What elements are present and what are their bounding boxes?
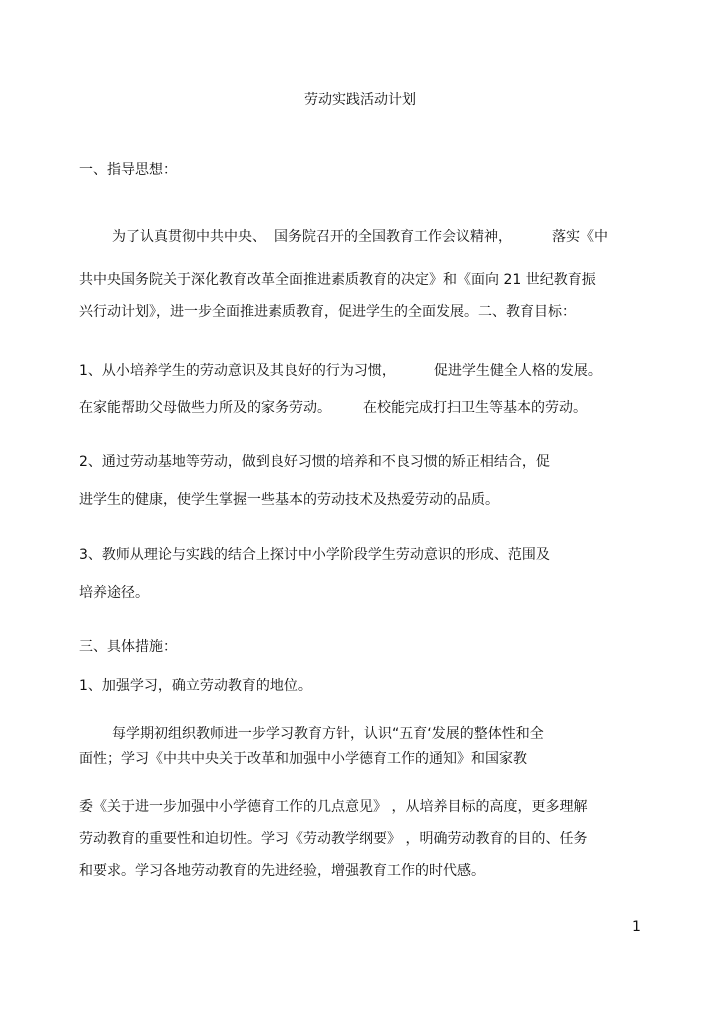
paragraph-line: 每学期初组织教师进一步学习教育方针，认识“五育‘发展的整体性和全 bbox=[112, 726, 544, 742]
section-heading-guiding-ideology: 一、指导思想： bbox=[79, 162, 177, 178]
section-heading-specific-measures: 三、具体措施： bbox=[79, 639, 177, 655]
paragraph-line bbox=[112, 227, 608, 247]
text-segment: 在校能完成打扫卫生等基本的劳动。 bbox=[363, 400, 587, 416]
text-segment: 国务院召开的全国教育工作会议精神， bbox=[274, 229, 512, 245]
paragraph-line: 兴行动计划》，进一步全面推进素质教育，促进学生的全面发展。二、教育目标： bbox=[79, 304, 576, 320]
text-segment: 为了认真贯彻中共中央、 bbox=[112, 229, 266, 245]
paragraph-line bbox=[79, 398, 587, 418]
text-segment: 在家能帮助父母做些力所及的家务劳动。 bbox=[79, 400, 331, 416]
paragraph-line: 面性；学习《中共中央关于改革和加强中小学德育工作的通知》和国家教 bbox=[79, 751, 527, 767]
paragraph-line: 委《关于进一步加强中小学德育工作的几点意见》 ，从培养目标的高度，更多理解 bbox=[79, 799, 588, 815]
page-number: 1 bbox=[632, 919, 641, 935]
paragraph-line: 和要求。学习各地劳动教育的先进经验，增强教育工作的时代感。 bbox=[79, 863, 485, 879]
paragraph-line: 3、教师从理论与实践的结合上探讨中小学阶段学生劳动意识的形成、范围及 bbox=[79, 547, 550, 563]
text-segment: 落实《中 bbox=[552, 229, 608, 245]
paragraph-line: 培养途径。 bbox=[79, 585, 149, 601]
paragraph-line: 进学生的健康，使学生掌握一些基本的劳动技术及热爱劳动的品质。 bbox=[79, 492, 499, 508]
paragraph-line: 劳动教育的重要性和迫切性。学习《劳动教学纲要》 ，明确劳动教育的目的、任务 bbox=[79, 831, 588, 847]
paragraph-line: 共中央国务院关于深化教育改革全面推进素质教育的决定》和《面向 21 世纪教育振 bbox=[79, 272, 596, 288]
paragraph-line bbox=[79, 361, 602, 381]
text-segment: 1、从小培养学生的劳动意识及其良好的行为习惯， bbox=[79, 363, 396, 379]
paragraph-line: 2、通过劳动基地等劳动，做到良好习惯的培养和不良习惯的矫正相结合，促 bbox=[79, 454, 550, 470]
text-segment: 促进学生健全人格的发展。 bbox=[433, 363, 602, 379]
document-title: 劳动实践活动计划 bbox=[304, 92, 416, 108]
subsection-heading: 1、加强学习，确立劳动教育的地位。 bbox=[79, 678, 312, 694]
